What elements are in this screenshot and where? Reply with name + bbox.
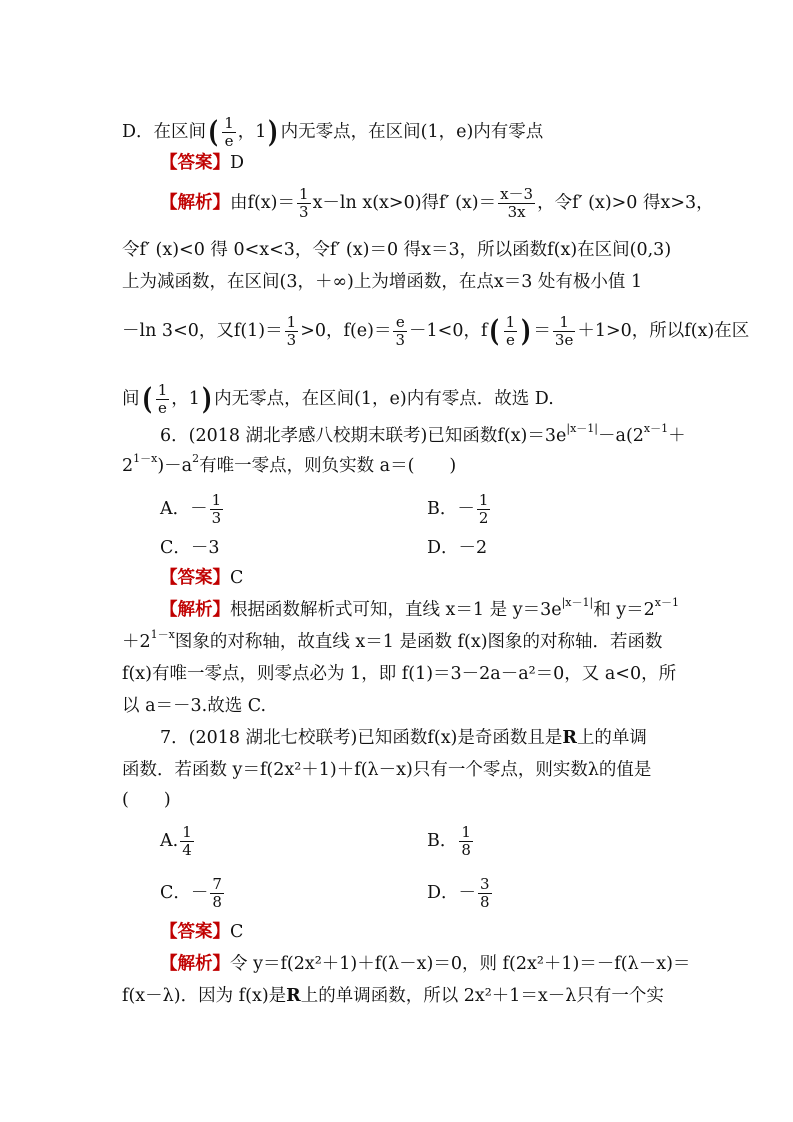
answer-value: D xyxy=(230,153,245,173)
answer-tag: 【答案】 xyxy=(160,568,230,588)
q7-option-b: B． $\frac{1}{8}$ xyxy=(427,823,471,859)
q6-answer xyxy=(160,566,243,590)
explanation-tag: 【解析】 xyxy=(160,193,230,213)
q6-options-row-1 xyxy=(160,492,720,527)
answer-value: C xyxy=(230,568,244,588)
q6-stem-line-2: $2^{1-x})-a^2$有唯一零点，则负实数 a＝( ) xyxy=(122,452,457,476)
q7-stem-line-1: 7．(2018 湖北七校联考)已知函数f(x)是奇函数且是R上的单调 xyxy=(160,728,647,748)
q7-explanation-line-2: f(x－λ)．因为 f(x)是R上的单调函数，所以 2x²＋1＝x－λ只有一个实 xyxy=(122,986,664,1006)
q7-option-c: C．－ $\frac{7}{8}$ xyxy=(160,875,222,911)
explanation-tag: 【解析】 xyxy=(160,600,230,620)
fraction: $\frac{1}{e}$ xyxy=(505,313,516,349)
q7-option-d: D．－ $\frac{3}{8}$ xyxy=(427,875,490,911)
fraction: $\frac{1}{e}$ xyxy=(224,114,234,150)
q5-explanation-line-4: －ln 3<0，又f(1)＝ $\frac{1}{3}$ >0，f(e)＝ $\frac{e}{3}$ －1<0，f( $\frac{1}{e}$ ) ＝ $\frac{1}{3e}$ ＋1>0，所以f(x)在区 xyxy=(122,313,750,349)
fraction: $\frac{1}{8}$ xyxy=(461,823,471,859)
q5-explanation-line-1: 【解析】由f(x)＝ $\frac{1}{3}$ x－ln x(x>0)得f′ (x)＝ $\frac{x-3}{3x}$ ，令f′ (x)>0 得x>3， xyxy=(160,185,714,221)
q5-explanation-line-2: 令f′ (x)<0 得 0<x<3，令f′ (x)＝0 得x＝3，所以函数f(x)在区间(0,3) xyxy=(122,240,672,260)
fraction: $\frac{x-3}{3x}$ xyxy=(500,185,534,221)
q7-stem-line-2: 函数．若函数 y＝f(2x²＋1)＋f(λ－x)只有一个零点，则实数λ的值是 xyxy=(122,760,652,780)
q6-explanation-line-2: $+2^{1-x}$图象的对称轴，故直线 x＝1 是函数 f(x)图象的对称轴．若函数 xyxy=(122,628,663,652)
fraction: $\frac{1}{e}$ xyxy=(157,381,168,417)
answer-tag: 【答案】 xyxy=(160,922,230,942)
q5-explanation-line-3: 上为减函数，在区间(3，＋∞)上为增函数，在点x＝3 处有极小值 1 xyxy=(122,272,643,292)
q5-option-d-suffix: 内无零点，在区间(1，e)内有零点 xyxy=(280,122,544,142)
fraction: $\frac{7}{8}$ xyxy=(212,875,222,911)
q7-answer xyxy=(160,920,243,944)
explanation-tag: 【解析】 xyxy=(160,954,230,974)
answer-value: C xyxy=(230,922,244,942)
q5-option-d-prefix: D．在区间 xyxy=(122,122,207,142)
fraction: $\frac{1}{3e}$ xyxy=(554,313,574,349)
q7-explanation-line-1: 【解析】令 y＝f(2x²＋1)＋f(λ－x)＝0，则 f(2x²＋1)＝－f(λ－x)＝ xyxy=(160,954,691,974)
q5-explanation-line-5: 间( $\frac{1}{e}$ ，1) 内无零点，在区间(1，e)内有零点．故选 D. xyxy=(122,381,554,417)
q6-explanation-line-3: f(x)有唯一零点，则零点必为 1，即 f(1)＝3－2a－a²＝0，又 a<0，所 xyxy=(122,664,677,684)
q5-option-d: D．在区间( $\frac{1}{e}$ ，1) 内无零点，在区间(1，e)内有零点 xyxy=(122,114,544,150)
fraction: $\frac{1}{4}$ xyxy=(182,823,192,859)
q6-stem-line-1: 6．(2018 湖北孝感八校期末联考)已知函数$f(x)=3e^{|x-1|}-a(2^{x-1}+$ xyxy=(160,422,686,446)
fraction: $\frac{1}{3}$ xyxy=(299,185,309,221)
answer-tag: 【答案】 xyxy=(160,153,230,173)
q7-options-row-2 xyxy=(160,876,720,911)
q6-option-d: D．－2 xyxy=(427,538,488,558)
q6-option-b: B．－ $\frac{1}{2}$ xyxy=(427,491,489,527)
q6-explanation-line-1: 【解析】根据函数解析式可知，直线 x＝1 是 $y=3e^{|x-1|}$和 $y=2^{x-1}$ xyxy=(160,596,679,620)
fraction: $\frac{3}{8}$ xyxy=(480,875,490,911)
fraction: $\frac{e}{3}$ xyxy=(395,313,406,349)
fraction: $\frac{1}{3}$ xyxy=(211,491,222,527)
fraction: $\frac{1}{3}$ xyxy=(286,313,297,349)
q7-options-row-1 xyxy=(160,824,720,859)
fraction: $\frac{1}{2}$ xyxy=(478,491,489,527)
q6-option-c: C．－3 xyxy=(160,538,220,558)
q7-stem-line-3: ( ) xyxy=(122,790,171,810)
q5-answer xyxy=(160,151,244,175)
q6-option-a: A．－ $\frac{1}{3}$ xyxy=(160,491,222,527)
q6-options-row-2 xyxy=(160,536,720,560)
q6-explanation-line-4: 以 a＝－3.故选 C. xyxy=(122,696,267,716)
q7-option-a: A. $\frac{1}{4}$ xyxy=(160,823,192,859)
